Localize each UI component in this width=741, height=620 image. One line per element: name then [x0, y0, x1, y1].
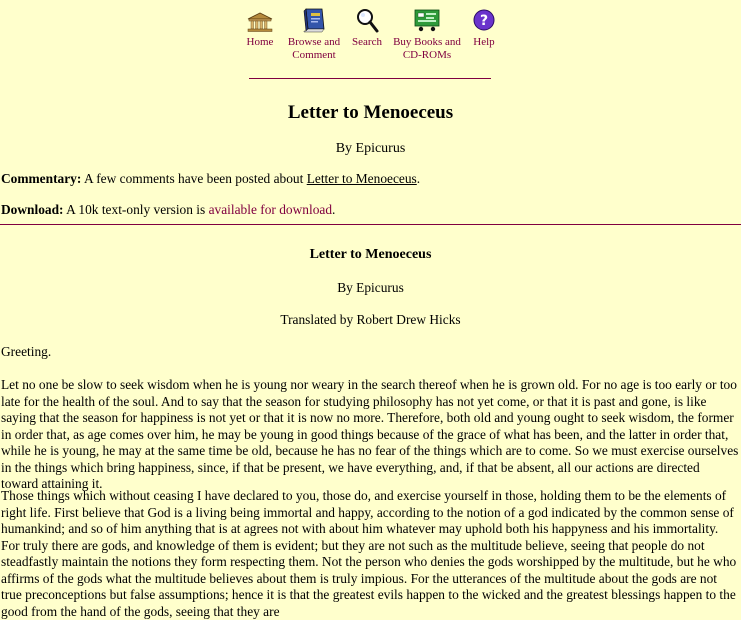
download-period: .	[332, 202, 336, 217]
document-title: Letter to Menoeceus	[309, 247, 432, 262]
nav-browse-comment[interactable]	[287, 7, 341, 61]
nav-search[interactable]	[350, 7, 384, 49]
magnifier-icon	[353, 7, 381, 33]
nav-browse-label-line2: Comment	[292, 48, 336, 61]
commentary-link[interactable]: Letter to Menoeceus	[306, 171, 417, 186]
document-byline: By Epicurus	[337, 280, 404, 295]
download-text: A 10k text-only version is	[66, 202, 206, 217]
download-link[interactable]: available for download	[208, 202, 333, 217]
nav-help[interactable]	[470, 7, 498, 49]
nav-search-label: Search	[352, 36, 382, 48]
temple-icon	[246, 7, 274, 33]
download-label: Download:	[1, 202, 64, 217]
nav-home-label: Home	[246, 36, 274, 48]
cart-icon	[413, 7, 441, 33]
help-icon	[470, 7, 498, 33]
commentary-line	[1, 171, 420, 188]
document-paragraph: Those things which without ceasing I have declared to you, those do, and exercise yourself in those, holding them to be the elements of right life. First believe that God is a living being immortal and happy, according to the notion of a god indicated by the common sense of humankind; and so of him anything that is at agrees not with about him whatever may uphold both his happyness and his immortality. For truly there are gods, and knowledge of them is evident; but they are not such as the multitude believe, seeing that people do not steadfastly maintain the notions they form respecting them. Not the person who denies the gods worshipped by the multitude, but he who affirms of the gods what the multitude believes about them is truly impious. For the utterances of the multitude about the gods are not true preconceptions but false assumptions; hence it is that the greatest evils happen to the wicked and the greatest blessings happen to the good from the hand of the gods, seeing that they are	[1, 488, 737, 619]
nav-home[interactable]	[244, 7, 276, 49]
top-navigation	[0, 7, 741, 67]
nav-buy-books[interactable]	[393, 7, 461, 61]
nav-buy-label-line1: Buy Books and	[393, 36, 461, 48]
nav-divider	[249, 78, 491, 79]
nav-buy-label-line2: CD-ROMs	[402, 48, 452, 61]
document-greeting: Greeting.	[1, 344, 52, 359]
document-paragraph: Let no one be slow to seek wisdom when he is young nor weary in the search thereof when he is grown old. For no age is too early or too late for the health of the soul. And to say that the season for studying philosophy has not yet come, or that it is past and gone, is like saying that the season for happiness is not yet or that it is now no more. Therefore, both old and young ought to seek wisdom, the former in order that, as age comes over him, he may be young in good things because of the grace of what has been, and the latter in order that, while he is young, he may at the same time be old, because he has no fear of the things which are to come. So we must exercise ourselves in the things which bring happiness, since, if that be present, we have everything, and, if that be absent, all our actions are directed toward attaining it.	[1, 377, 739, 491]
content-divider	[0, 224, 741, 225]
page-title: Letter to Menoeceus	[287, 102, 454, 123]
nav-browse-label-line1: Browse and	[287, 36, 341, 48]
commentary-label: Commentary:	[1, 171, 82, 186]
commentary-period: .	[416, 171, 421, 186]
page-byline: By Epicurus	[335, 141, 406, 156]
download-line	[1, 202, 335, 219]
svg-text:?: ?	[479, 13, 489, 29]
document-translator: Translated by Robert Drew Hicks	[280, 312, 461, 327]
book-icon	[300, 7, 328, 33]
commentary-text: A few comments have been posted about	[83, 171, 304, 186]
nav-help-label: Help	[473, 36, 495, 48]
